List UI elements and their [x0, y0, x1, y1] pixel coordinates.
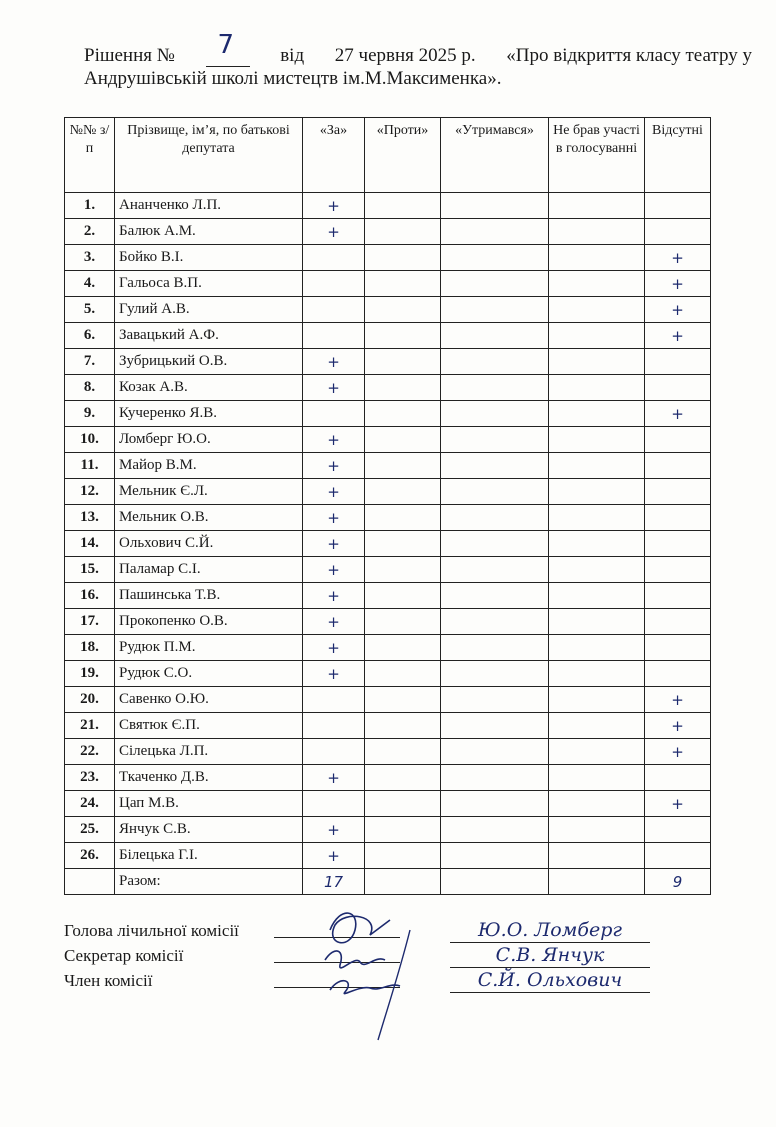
vote-cell-abstain	[441, 635, 549, 661]
deputy-name: Янчук С.В.	[115, 817, 303, 843]
row-number: 17.	[65, 609, 115, 635]
table-row	[65, 635, 711, 661]
table-row	[65, 609, 711, 635]
vote-cell-for: +	[303, 635, 365, 661]
vote-cell-absent	[645, 193, 711, 219]
vote-cell-against	[365, 739, 441, 765]
vote-cell-against	[365, 219, 441, 245]
vote-cell-against	[365, 349, 441, 375]
deputy-name: Мельник О.В.	[115, 505, 303, 531]
vote-cell-abstain	[441, 427, 549, 453]
row-number: 16.	[65, 583, 115, 609]
deputy-name: Майор В.М.	[115, 453, 303, 479]
table-row	[65, 245, 711, 271]
deputy-name: Бойко В.І.	[115, 245, 303, 271]
vote-cell-against	[365, 635, 441, 661]
vote-cell-against	[365, 583, 441, 609]
vote-cell-for	[303, 687, 365, 713]
vote-cell-absent	[645, 375, 711, 401]
secretary-role: Секретар комісії	[64, 946, 184, 965]
vote-cell-for: +	[303, 349, 365, 375]
deputy-name: Рудюк П.М.	[115, 635, 303, 661]
row-number: 4.	[65, 271, 115, 297]
row-number: 23.	[65, 765, 115, 791]
table-row	[65, 505, 711, 531]
vote-cell-absent: +	[645, 245, 711, 271]
vote-cell-against	[365, 713, 441, 739]
deputy-name: Балюк А.М.	[115, 219, 303, 245]
deputy-name: Ольхович С.Й.	[115, 531, 303, 557]
row-number: 6.	[65, 323, 115, 349]
deputy-name: Рудюк С.О.	[115, 661, 303, 687]
vote-cell-absent	[645, 635, 711, 661]
header-name: Прізвище, ім’я, по батькові депутата	[115, 118, 303, 193]
total-label: Разом:	[115, 869, 303, 895]
vote-cell-for: +	[303, 583, 365, 609]
row-number: 22.	[65, 739, 115, 765]
vote-cell-against	[365, 687, 441, 713]
row-number: 8.	[65, 375, 115, 401]
vote-cell-for	[303, 739, 365, 765]
vote-cell-abstain	[441, 661, 549, 687]
row-number: 24.	[65, 791, 115, 817]
header-against: «Проти»	[365, 118, 441, 193]
vote-cell-abstain	[441, 609, 549, 635]
vote-cell-absent	[645, 817, 711, 843]
vote-cell-against	[365, 765, 441, 791]
vote-cell-for	[303, 271, 365, 297]
voting-table	[64, 117, 711, 895]
vote-cell-absent	[645, 557, 711, 583]
vote-cell-for	[303, 245, 365, 271]
row-number: 1.	[65, 193, 115, 219]
vote-cell-absent: +	[645, 791, 711, 817]
vote-cell-not-voted	[549, 531, 645, 557]
vote-cell-absent	[645, 349, 711, 375]
vote-cell-for: +	[303, 557, 365, 583]
vote-cell-for	[303, 401, 365, 427]
vote-cell-not-voted	[549, 219, 645, 245]
vote-cell-for: +	[303, 661, 365, 687]
vote-cell-abstain	[441, 245, 549, 271]
vote-cell-for: +	[303, 427, 365, 453]
vote-cell-abstain	[441, 687, 549, 713]
deputy-name: Паламар С.І.	[115, 557, 303, 583]
vote-cell-not-voted	[549, 609, 645, 635]
row-number: 25.	[65, 817, 115, 843]
vote-cell-absent	[645, 609, 711, 635]
vote-cell-absent: +	[645, 687, 711, 713]
vote-cell-for: +	[303, 505, 365, 531]
vote-cell-absent: +	[645, 323, 711, 349]
vote-cell-not-voted	[549, 791, 645, 817]
vote-cell-abstain	[441, 271, 549, 297]
header-absent: Відсутні	[645, 118, 711, 193]
table-row	[65, 661, 711, 687]
header-line-1	[84, 30, 752, 67]
vote-cell-abstain	[441, 791, 549, 817]
vote-cell-for: +	[303, 531, 365, 557]
row-number: 5.	[65, 297, 115, 323]
vote-cell-for: +	[303, 765, 365, 791]
chair-name: Ю.О. Ломберг	[450, 918, 650, 943]
deputy-name: Цап М.В.	[115, 791, 303, 817]
vote-cell-not-voted	[549, 375, 645, 401]
deputy-name: Гальоса В.П.	[115, 271, 303, 297]
vote-cell-absent	[645, 661, 711, 687]
vote-cell-against	[365, 271, 441, 297]
vote-cell-for: +	[303, 193, 365, 219]
vote-cell-abstain	[441, 765, 549, 791]
member-role: Член комісії	[64, 971, 153, 990]
vote-cell-for: +	[303, 817, 365, 843]
vote-cell-for: +	[303, 843, 365, 869]
vote-cell-absent	[645, 219, 711, 245]
deputy-name: Завацький А.Ф.	[115, 323, 303, 349]
decision-date: 27 червня 2025 р.	[334, 45, 476, 66]
row-number: 19.	[65, 661, 115, 687]
total-num-cell	[65, 869, 115, 895]
deputy-name: Кучеренко Я.В.	[115, 401, 303, 427]
row-number: 20.	[65, 687, 115, 713]
vote-cell-against	[365, 817, 441, 843]
table-row	[65, 531, 711, 557]
total-row	[65, 869, 711, 895]
header-not-voted: Не брав участі в голосуванні	[549, 118, 645, 193]
vote-cell-against	[365, 245, 441, 271]
table-header-row	[65, 118, 711, 193]
vote-cell-abstain	[441, 375, 549, 401]
vote-cell-absent: +	[645, 713, 711, 739]
row-number: 14.	[65, 531, 115, 557]
vote-cell-not-voted	[549, 245, 645, 271]
vote-cell-not-voted	[549, 453, 645, 479]
vote-cell-abstain	[441, 843, 549, 869]
row-number: 10.	[65, 427, 115, 453]
deputy-name: Святюк Є.П.	[115, 713, 303, 739]
deputy-name: Ткаченко Д.В.	[115, 765, 303, 791]
vote-cell-absent	[645, 583, 711, 609]
table-row	[65, 479, 711, 505]
decision-number-field	[206, 30, 250, 67]
total-against	[365, 869, 441, 895]
row-number: 9.	[65, 401, 115, 427]
vote-cell-against	[365, 323, 441, 349]
table-row	[65, 817, 711, 843]
row-number: 12.	[65, 479, 115, 505]
vote-cell-not-voted	[549, 479, 645, 505]
vote-cell-abstain	[441, 583, 549, 609]
vote-cell-absent	[645, 453, 711, 479]
table-row	[65, 193, 711, 219]
deputy-name: Савенко О.Ю.	[115, 687, 303, 713]
vote-cell-absent: +	[645, 297, 711, 323]
deputy-name: Козак А.В.	[115, 375, 303, 401]
table-row	[65, 271, 711, 297]
vote-cell-for: +	[303, 609, 365, 635]
vote-cell-not-voted	[549, 557, 645, 583]
vote-cell-against	[365, 843, 441, 869]
table-row	[65, 349, 711, 375]
vote-cell-abstain	[441, 349, 549, 375]
vote-cell-abstain	[441, 505, 549, 531]
table-body	[65, 193, 711, 869]
vote-cell-absent	[645, 843, 711, 869]
vote-cell-for: +	[303, 375, 365, 401]
vote-cell-not-voted	[549, 401, 645, 427]
vote-cell-not-voted	[549, 193, 645, 219]
vote-cell-abstain	[441, 323, 549, 349]
vote-cell-against	[365, 427, 441, 453]
deputy-name: Ананченко Л.П.	[115, 193, 303, 219]
row-number: 26.	[65, 843, 115, 869]
table-row	[65, 583, 711, 609]
vote-cell-absent	[645, 765, 711, 791]
vote-cell-against	[365, 609, 441, 635]
table-row	[65, 843, 711, 869]
vote-cell-for: +	[303, 453, 365, 479]
vote-cell-absent	[645, 505, 711, 531]
vote-cell-not-voted	[549, 765, 645, 791]
vote-cell-abstain	[441, 219, 549, 245]
vote-cell-for	[303, 791, 365, 817]
vote-cell-against	[365, 453, 441, 479]
vote-cell-absent	[645, 427, 711, 453]
vote-cell-not-voted	[549, 505, 645, 531]
vote-cell-not-voted	[549, 349, 645, 375]
deputy-name: Білецька Г.І.	[115, 843, 303, 869]
vote-cell-for: +	[303, 479, 365, 505]
vote-cell-abstain	[441, 401, 549, 427]
member-name: С.Й. Ольхович	[450, 968, 650, 993]
word-vid: від	[280, 45, 305, 66]
header-abstain: «Утримався»	[441, 118, 549, 193]
table-row	[65, 713, 711, 739]
row-number: 13.	[65, 505, 115, 531]
table-row	[65, 375, 711, 401]
total-absent: 9	[645, 869, 711, 895]
table-row	[65, 427, 711, 453]
deputy-name: Зубрицький О.В.	[115, 349, 303, 375]
vote-cell-not-voted	[549, 271, 645, 297]
handwritten-signatures	[300, 900, 430, 1050]
vote-cell-not-voted	[549, 817, 645, 843]
decision-number: 7	[217, 30, 235, 60]
vote-cell-abstain	[441, 531, 549, 557]
table-row	[65, 297, 711, 323]
secretary-name: С.В. Янчук	[450, 943, 650, 968]
vote-cell-against	[365, 297, 441, 323]
vote-cell-not-voted	[549, 687, 645, 713]
total-abstain	[441, 869, 549, 895]
deputy-name: Гулий А.В.	[115, 297, 303, 323]
vote-cell-against	[365, 661, 441, 687]
row-number: 18.	[65, 635, 115, 661]
vote-cell-against	[365, 791, 441, 817]
vote-cell-abstain	[441, 193, 549, 219]
vote-cell-absent: +	[645, 401, 711, 427]
table-row	[65, 791, 711, 817]
document-header	[84, 30, 752, 90]
vote-cell-against	[365, 193, 441, 219]
row-number: 3.	[65, 245, 115, 271]
vote-cell-absent	[645, 479, 711, 505]
vote-cell-against	[365, 531, 441, 557]
deputy-name: Ломберг Ю.О.	[115, 427, 303, 453]
vote-cell-absent	[645, 531, 711, 557]
vote-cell-abstain	[441, 479, 549, 505]
vote-cell-abstain	[441, 739, 549, 765]
vote-cell-not-voted	[549, 713, 645, 739]
vote-cell-against	[365, 479, 441, 505]
vote-cell-for	[303, 297, 365, 323]
vote-cell-against	[365, 401, 441, 427]
row-number: 7.	[65, 349, 115, 375]
table-row	[65, 687, 711, 713]
decision-title-part2: Андрушівській школі мистецтв ім.М.Максименка».	[84, 68, 502, 89]
vote-cell-for	[303, 713, 365, 739]
vote-cell-for: +	[303, 219, 365, 245]
table-row	[65, 219, 711, 245]
vote-cell-abstain	[441, 297, 549, 323]
vote-cell-not-voted	[549, 739, 645, 765]
table-row	[65, 557, 711, 583]
vote-cell-against	[365, 505, 441, 531]
table-row	[65, 765, 711, 791]
vote-cell-against	[365, 375, 441, 401]
row-number: 11.	[65, 453, 115, 479]
deputy-name: Пашинська Т.В.	[115, 583, 303, 609]
vote-cell-not-voted	[549, 843, 645, 869]
header-for: «За»	[303, 118, 365, 193]
row-number: 2.	[65, 219, 115, 245]
vote-cell-against	[365, 557, 441, 583]
vote-cell-abstain	[441, 557, 549, 583]
vote-cell-absent: +	[645, 739, 711, 765]
decision-title-part1: «Про відкриття класу театру у	[506, 45, 752, 66]
vote-cell-not-voted	[549, 323, 645, 349]
vote-cell-absent: +	[645, 271, 711, 297]
deputy-name: Мельник Є.Л.	[115, 479, 303, 505]
vote-cell-not-voted	[549, 635, 645, 661]
vote-cell-for	[303, 323, 365, 349]
deputy-name: Сілецька Л.П.	[115, 739, 303, 765]
total-for: 17	[303, 869, 365, 895]
header-num: №№ з/п	[65, 118, 115, 193]
vote-cell-not-voted	[549, 661, 645, 687]
decision-prefix: Рішення №	[84, 45, 175, 66]
vote-cell-not-voted	[549, 427, 645, 453]
row-number: 15.	[65, 557, 115, 583]
table-row	[65, 739, 711, 765]
chair-role: Голова лічильної комісії	[64, 921, 239, 940]
vote-cell-abstain	[441, 817, 549, 843]
deputy-name: Прокопенко О.В.	[115, 609, 303, 635]
table-row	[65, 401, 711, 427]
total-not-voted	[549, 869, 645, 895]
vote-cell-not-voted	[549, 583, 645, 609]
table-row	[65, 323, 711, 349]
table-row	[65, 453, 711, 479]
vote-cell-abstain	[441, 713, 549, 739]
row-number: 21.	[65, 713, 115, 739]
vote-cell-abstain	[441, 453, 549, 479]
vote-cell-not-voted	[549, 297, 645, 323]
